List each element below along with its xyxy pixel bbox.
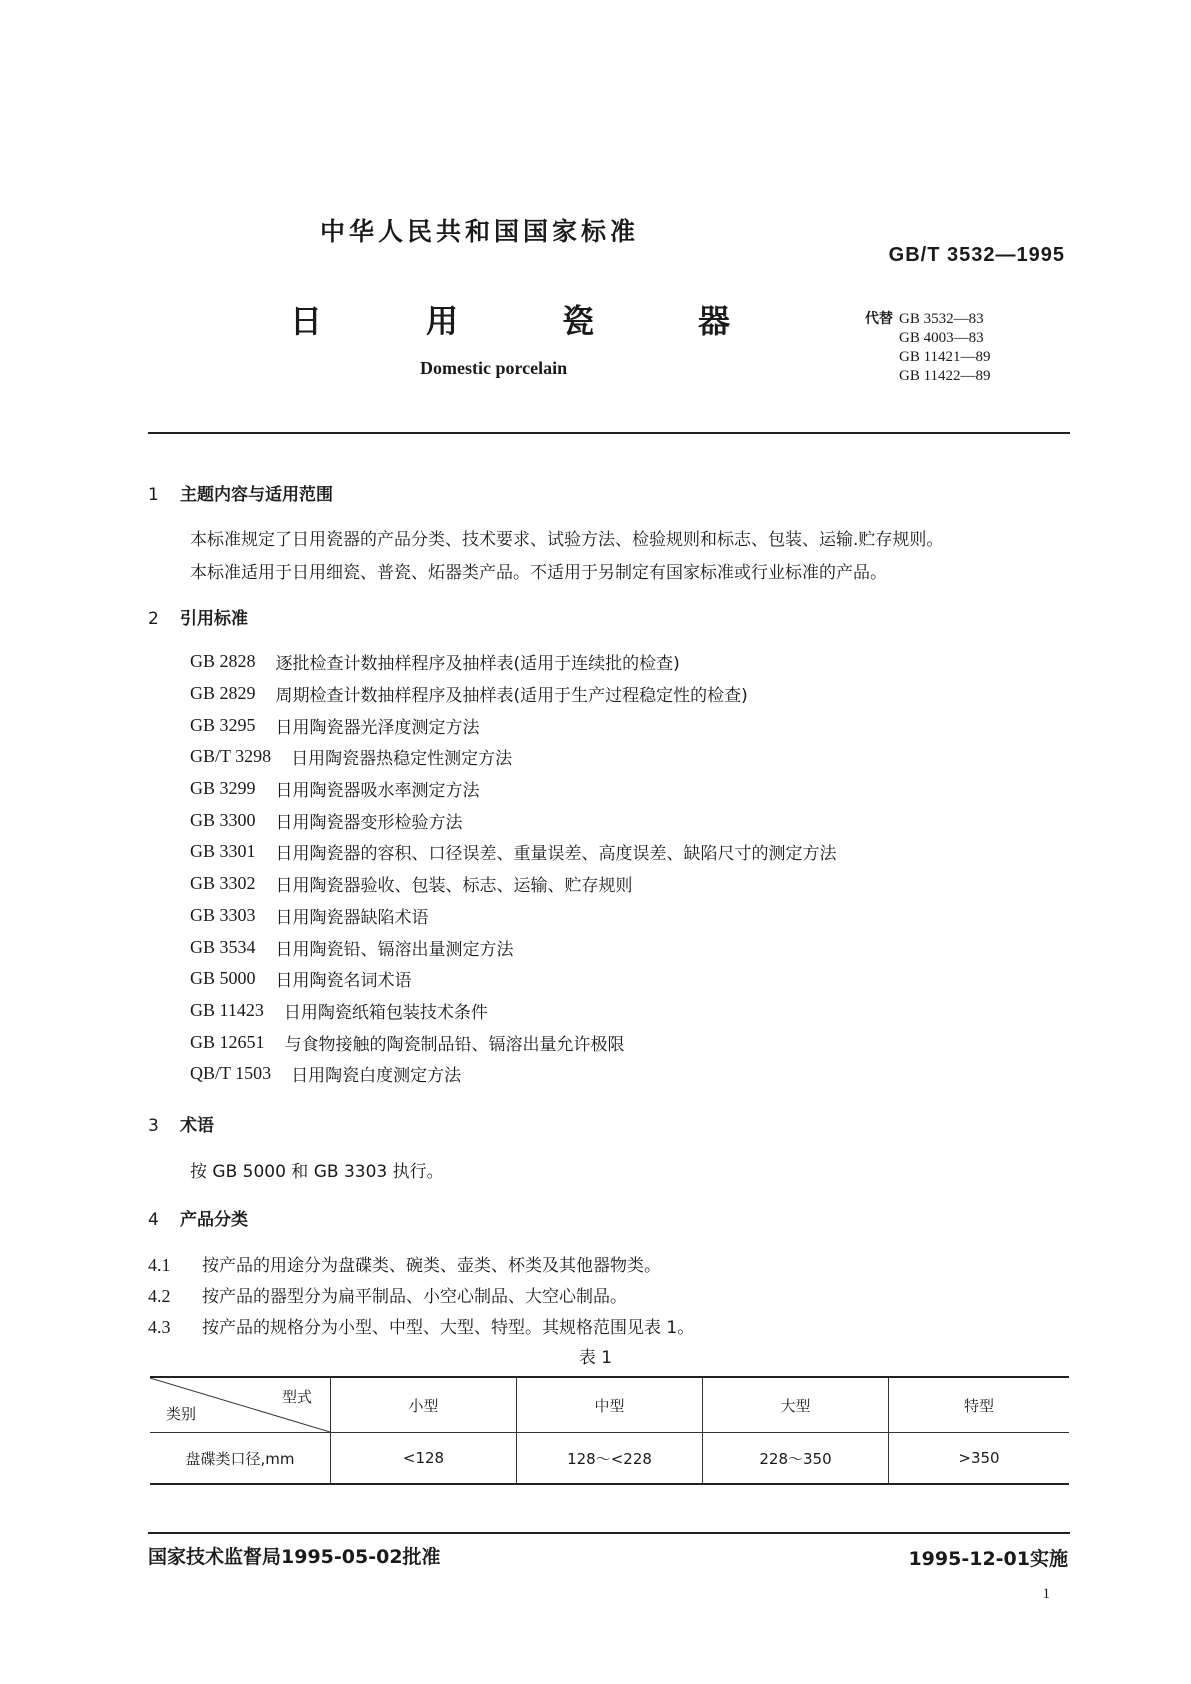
ref-code: GB 3301 (190, 841, 256, 862)
section-title: 主题内容与适用范围 (180, 485, 333, 505)
size-classification-table (150, 1376, 1069, 1485)
ref-name: 日用陶瓷器验收、包装、标志、运输、贮存规则 (275, 876, 633, 897)
ref-code: GB 3534 (190, 936, 256, 957)
section-1-paragraph: 本标准规定了日用瓷器的产品分类、技术要求、试验方法、检验规则和标志、包装、运输.贮存规则。 (190, 530, 944, 550)
ref-name: 日用陶瓷器变形检验方法 (275, 812, 463, 833)
clause-text: 按产品的器型分为扁平制品、小空心制品、大空心制品。 (202, 1287, 627, 1307)
table-cell: 128～<228 (517, 1433, 703, 1485)
footer-divider (148, 1532, 1070, 1534)
corner-top-label: 型式 (281, 1388, 312, 1406)
diagonal-header-cell (150, 1377, 331, 1433)
list-item (190, 963, 837, 995)
table-row (150, 1433, 1069, 1485)
corner-bottom-label: 类别 (166, 1405, 197, 1423)
column-header: 中型 (517, 1377, 703, 1433)
standard-number: GB/T 3532—1995 (888, 244, 1065, 266)
ref-name: 日用陶瓷器吸水率测定方法 (275, 781, 480, 802)
section-1-heading (148, 480, 333, 505)
list-item (190, 709, 837, 741)
replaced-standard: GB 3532—83 (899, 311, 984, 327)
list-item (190, 741, 837, 773)
list-item (190, 900, 837, 932)
clause-item (148, 1282, 627, 1307)
clause-text: 按产品的规格分为小型、中型、大型、特型。其规格范围见表 1。 (202, 1318, 695, 1338)
replaces-label: 代替 (865, 311, 893, 327)
ref-code: GB 5000 (190, 968, 256, 989)
ref-code: GB 3300 (190, 809, 256, 830)
clause-item (148, 1251, 661, 1276)
ref-name: 日用陶瓷名词术语 (275, 971, 412, 992)
ref-name: 逐批检查计数抽样程序及抽样表(适用于连续批的检查) (275, 654, 680, 675)
clause-text: 按产品的用途分为盘碟类、碗类、壶类、杯类及其他器物类。 (202, 1256, 661, 1276)
ref-name: 与食物接触的陶瓷制品铅、镉溶出量允许极限 (284, 1034, 625, 1055)
ref-code: GB 3295 (190, 714, 256, 735)
section-3-heading (148, 1111, 214, 1136)
effective-date: 1995-12-01实施 (908, 1548, 1068, 1570)
ref-code: GB/T 3298 (190, 746, 272, 767)
list-item (190, 836, 837, 868)
section-4-heading (148, 1205, 248, 1230)
clause-number: 4.1 (148, 1255, 171, 1275)
replaced-standard: GB 11421—89 (899, 349, 991, 365)
english-title: Domestic porcelain (420, 358, 568, 378)
list-item (190, 1058, 837, 1090)
table-cell: <128 (331, 1433, 517, 1485)
referenced-standards-list (190, 646, 837, 1090)
clause-item (148, 1313, 694, 1338)
replaced-standard: GB 11422—89 (899, 368, 991, 384)
section-1-paragraph: 本标准适用于日用细瓷、普瓷、炻器类产品。不适用于另制定有国家标准或行业标准的产品。 (190, 563, 887, 583)
ref-code: GB 2828 (190, 651, 256, 672)
ref-name: 日用陶瓷白度测定方法 (291, 1066, 462, 1087)
column-header: 小型 (331, 1377, 517, 1433)
title-char: 器 (697, 302, 730, 340)
ref-code: GB 3299 (190, 778, 256, 799)
ref-code: GB 3303 (190, 904, 256, 925)
list-item (190, 868, 837, 900)
column-header: 大型 (703, 1377, 889, 1433)
list-item (190, 773, 837, 805)
document-title (290, 296, 730, 342)
list-item (190, 646, 837, 678)
clause-number: 4.2 (148, 1286, 171, 1306)
ref-code: GB 12651 (190, 1031, 265, 1052)
list-item (190, 931, 837, 963)
ref-code: GB 3302 (190, 873, 256, 894)
issuing-country-heading: 中华人民共和国国家标准 (320, 217, 640, 246)
section-title: 术语 (180, 1116, 214, 1136)
ref-name: 日用陶瓷铅、镉溶出量测定方法 (275, 939, 514, 960)
page-number: 1 (1042, 1586, 1050, 1602)
section-number: 4 (148, 1210, 159, 1230)
list-item (190, 1026, 837, 1058)
ref-name: 日用陶瓷器缺陷术语 (275, 907, 429, 928)
clause-number: 4.3 (148, 1317, 171, 1337)
section-title: 引用标准 (180, 609, 248, 629)
table-header-row (150, 1377, 1069, 1433)
section-number: 2 (148, 609, 159, 629)
replaces-block (865, 310, 991, 386)
column-header: 特型 (889, 1377, 1070, 1433)
section-number: 3 (148, 1116, 159, 1136)
ref-name: 日用陶瓷器的容积、口径误差、重量误差、高度误差、缺陷尺寸的测定方法 (275, 844, 837, 865)
ref-code: GB 2829 (190, 683, 256, 704)
approval-statement: 国家技术监督局1995-05-02批准 (148, 1546, 441, 1568)
list-item (190, 995, 837, 1027)
ref-name: 日用陶瓷器热稳定性测定方法 (291, 749, 513, 770)
list-item (190, 804, 837, 836)
table-caption: 表 1 (578, 1348, 613, 1368)
title-char: 日 (290, 302, 323, 340)
ref-code: QB/T 1503 (190, 1063, 272, 1084)
section-number: 1 (148, 485, 159, 505)
title-char: 瓷 (561, 302, 594, 340)
table-cell: >350 (889, 1433, 1070, 1485)
list-item (190, 678, 837, 710)
title-char: 用 (425, 302, 458, 340)
section-2-heading (148, 604, 248, 629)
table-cell: 228～350 (703, 1433, 889, 1485)
replaced-standard: GB 4003—83 (899, 330, 984, 346)
row-label: 盘碟类口径,mm (150, 1433, 331, 1485)
header-divider (148, 432, 1070, 434)
section-3-paragraph: 按 GB 5000 和 GB 3303 执行。 (190, 1162, 444, 1182)
ref-name: 日用陶瓷纸箱包装技术条件 (283, 1002, 488, 1023)
ref-code: GB 11423 (190, 999, 264, 1020)
ref-name: 周期检查计数抽样程序及抽样表(适用于生产过程稳定性的检查) (275, 686, 748, 707)
section-title: 产品分类 (180, 1210, 248, 1230)
ref-name: 日用陶瓷器光泽度测定方法 (275, 717, 480, 738)
